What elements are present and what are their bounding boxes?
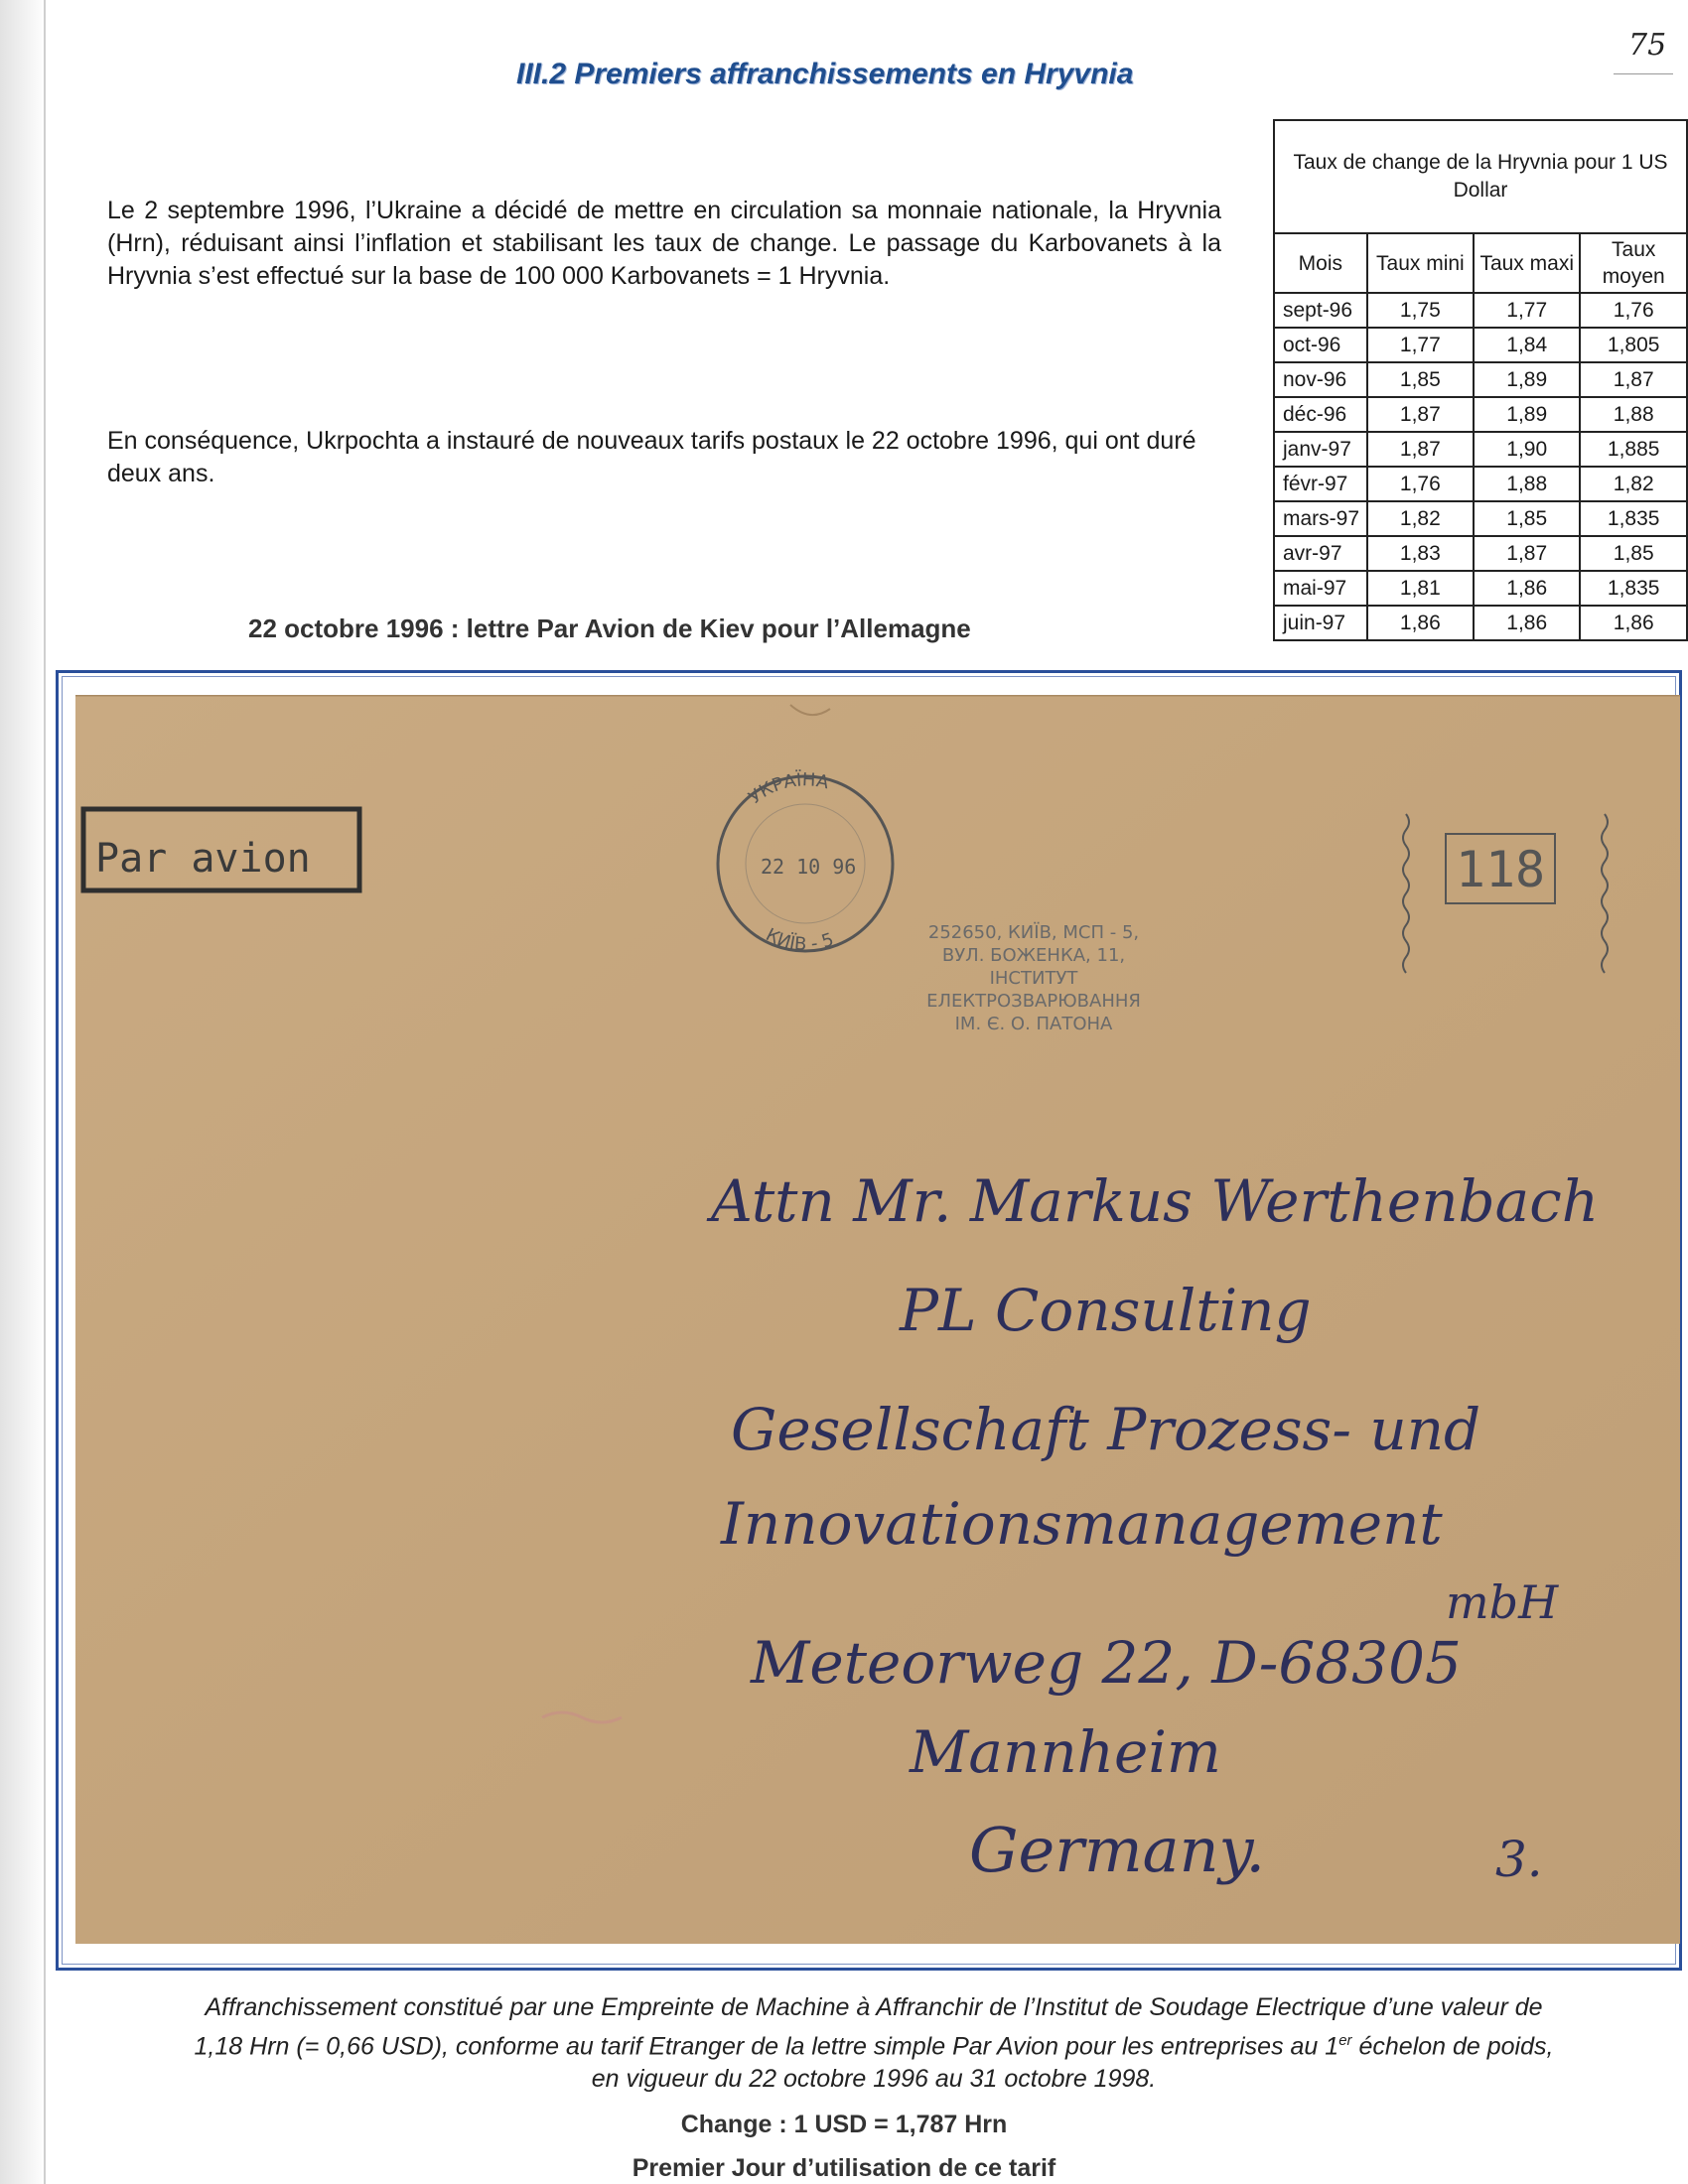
page-number-rule xyxy=(1614,73,1673,74)
cell-avg: 1,835 xyxy=(1580,501,1687,536)
address-line: Innovationsmanagement xyxy=(721,1490,1443,1558)
header-max-rate: Taux maxi xyxy=(1474,233,1580,293)
address-line: Attn Mr. Markus Werthenbach xyxy=(711,1167,1600,1235)
cell-avg: 1,88 xyxy=(1580,397,1687,432)
cell-min: 1,75 xyxy=(1367,293,1474,328)
table-row xyxy=(1274,328,1687,362)
cover-caption xyxy=(60,1991,1688,2096)
cell-avg: 1,835 xyxy=(1580,571,1687,606)
address-line: Germany. xyxy=(969,1814,1266,1886)
cell-month: mai-97 xyxy=(1274,571,1367,606)
caption-line: en vigueur du 22 octobre 1996 au 31 octobre 1998. xyxy=(591,2065,1157,2094)
cell-avg: 1,805 xyxy=(1580,328,1687,362)
postmark-country: УКРАЇНА xyxy=(745,769,831,809)
cell-min: 1,85 xyxy=(1367,362,1474,397)
cell-max: 1,89 xyxy=(1474,397,1580,432)
cell-month: nov-96 xyxy=(1274,362,1367,397)
envelope-paper xyxy=(75,695,1680,1944)
address-line: Meteorweg 22, D-68305 xyxy=(751,1629,1462,1697)
cell-max: 1,86 xyxy=(1474,571,1580,606)
page-number: 75 xyxy=(1628,28,1667,63)
postmark-date: 22 10 96 xyxy=(761,855,857,879)
cell-max: 1,88 xyxy=(1474,467,1580,501)
table-row xyxy=(1274,501,1687,536)
address-line: PL Consulting xyxy=(900,1277,1312,1344)
airmail-text: Par avion xyxy=(95,836,311,882)
cell-month: févr-97 xyxy=(1274,467,1367,501)
cell-min: 1,87 xyxy=(1367,432,1474,467)
exchange-rate-note: Change : 1 USD = 1,787 Hrn xyxy=(680,2111,1008,2138)
header-min-rate: Taux mini xyxy=(1367,233,1474,293)
table-row xyxy=(1274,467,1687,501)
table-row xyxy=(1274,397,1687,432)
meter-value: 118 xyxy=(1455,841,1546,898)
address-line: Gesellschaft Prozess- und xyxy=(731,1396,1481,1463)
cell-max: 1,86 xyxy=(1474,606,1580,640)
postmark-city: КИЇВ - 5 xyxy=(762,924,837,956)
cell-month: juin-97 xyxy=(1274,606,1367,640)
cell-avg: 1,885 xyxy=(1580,432,1687,467)
cover-title: 22 octobre 1996 : lettre Par Avion de Kiev pour l’Allemagne xyxy=(248,614,971,643)
address-line: Mannheim xyxy=(910,1718,1221,1786)
address-line: mbH xyxy=(1446,1575,1559,1629)
section-title: III.2 Premiers affranchissements en Hryvnia xyxy=(516,58,1134,90)
table-row xyxy=(1274,362,1687,397)
cell-max: 1,85 xyxy=(1474,501,1580,536)
table-row xyxy=(1274,432,1687,467)
cell-month: janv-97 xyxy=(1274,432,1367,467)
cell-avg: 1,76 xyxy=(1580,293,1687,328)
table-caption: Taux de change de la Hryvnia pour 1 US Dollar xyxy=(1274,120,1687,233)
cell-avg: 1,86 xyxy=(1580,606,1687,640)
cell-min: 1,82 xyxy=(1367,501,1474,536)
cell-month: oct-96 xyxy=(1274,328,1367,362)
cell-min: 1,77 xyxy=(1367,328,1474,362)
envelope-drawing xyxy=(75,695,1680,1944)
first-day-note: Premier Jour d’utilisation de ce tarif xyxy=(632,2154,1056,2182)
caption-line: 1,18 Hrn (= 0,66 USD), conforme au tarif Etranger de la lettre simple Par Avion pour les entreprises au 1er échelon de poids, xyxy=(194,2032,1554,2061)
cell-min: 1,81 xyxy=(1367,571,1474,606)
cell-avg: 1,87 xyxy=(1580,362,1687,397)
cell-max: 1,89 xyxy=(1474,362,1580,397)
cell-month: déc-96 xyxy=(1274,397,1367,432)
envelope xyxy=(75,695,1680,1944)
table-row xyxy=(1274,606,1687,640)
cell-max: 1,77 xyxy=(1474,293,1580,328)
exchange-rate-table xyxy=(1273,119,1688,641)
cell-avg: 1,82 xyxy=(1580,467,1687,501)
cell-max: 1,87 xyxy=(1474,536,1580,571)
album-sheet-edge xyxy=(0,0,46,2184)
intro-paragraph-tariffs: En conséquence, Ukrpochta a instauré de nouveaux tarifs postaux le 22 octobre 1996, qui ont duré deux ans. xyxy=(107,427,1196,487)
cell-min: 1,76 xyxy=(1367,467,1474,501)
table-row xyxy=(1274,571,1687,606)
cell-avg: 1,85 xyxy=(1580,536,1687,571)
intro-paragraph-currency: Le 2 septembre 1996, l’Ukraine a décidé de mettre en circulation sa monnaie nationale, la Hryvnia (Hrn), réduisant ainsi l’inflation et stabilisant les taux de change. Le passage du Karbovanets à la Hryvnia s’est effectué sur la base de 100 000 Karbovanets = 1 Hryvnia. xyxy=(107,197,1221,290)
sender-line: 252650, КИЇВ, МСП - 5, xyxy=(927,922,1140,943)
sender-line: ІНСТИТУТ xyxy=(989,968,1078,989)
sender-line: ІМ. Є. О. ПАТОНА xyxy=(954,1014,1113,1034)
cell-month: avr-97 xyxy=(1274,536,1367,571)
table-row xyxy=(1274,536,1687,571)
cell-min: 1,86 xyxy=(1367,606,1474,640)
sender-line: ЕЛЕКТРОЗВАРЮВАННЯ xyxy=(926,991,1141,1012)
corner-mark: 3. xyxy=(1495,1831,1543,1888)
caption-line: Affranchissement constitué par une Empreinte de Machine à Affranchir de l’Institut de Soudage Electrique d’une valeur de xyxy=(205,1993,1543,2021)
cell-month: sept-96 xyxy=(1274,293,1367,328)
cell-month: mars-97 xyxy=(1274,501,1367,536)
header-avg-rate: Taux moyen xyxy=(1580,233,1687,293)
header-month: Mois xyxy=(1274,233,1367,293)
table-row xyxy=(1274,293,1687,328)
cell-min: 1,83 xyxy=(1367,536,1474,571)
sender-line: ВУЛ. БОЖЕНКА, 11, xyxy=(941,945,1126,966)
cell-max: 1,84 xyxy=(1474,328,1580,362)
cell-min: 1,87 xyxy=(1367,397,1474,432)
cell-max: 1,90 xyxy=(1474,432,1580,467)
